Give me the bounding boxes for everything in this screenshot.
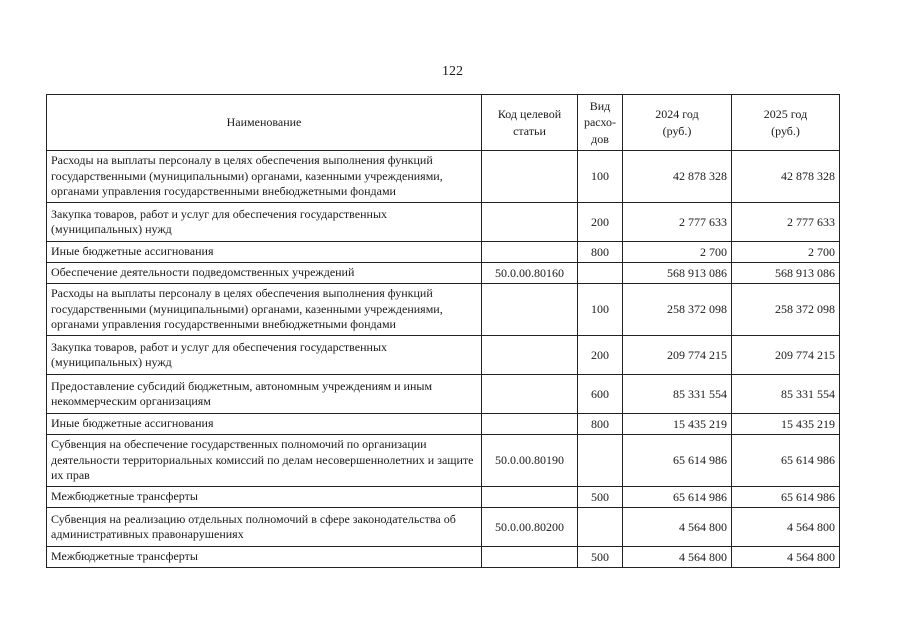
row-2024: 65 614 986 [623, 487, 732, 508]
row-2025: 2 700 [732, 242, 840, 263]
row-type: 800 [578, 414, 623, 435]
row-name: Закупка товаров, работ и услуг для обеспечения государственных (муниципальных) нужд [47, 336, 482, 375]
row-code [482, 242, 578, 263]
table-row [47, 375, 840, 414]
header-type: Вид расхо- дов [578, 95, 623, 151]
row-name: Межбюджетные трансферты [47, 547, 482, 568]
row-2024: 85 331 554 [623, 375, 732, 414]
row-code [482, 336, 578, 375]
row-code [482, 375, 578, 414]
row-name: Межбюджетные трансферты [47, 487, 482, 508]
row-code: 50.0.00.80200 [482, 508, 578, 547]
row-name: Предоставление субсидий бюджетным, автономным учреждениям и иным некоммерческим организациям [47, 375, 482, 414]
row-type: 100 [578, 151, 623, 203]
row-type: 100 [578, 284, 623, 336]
row-type: 500 [578, 487, 623, 508]
row-2024: 42 878 328 [623, 151, 732, 203]
row-name: Обеспечение деятельности подведомственных учреждений [47, 263, 482, 284]
row-name: Субвенция на реализацию отдельных полномочий в сфере законодательства об административных правонарушениях [47, 508, 482, 547]
row-type: 200 [578, 336, 623, 375]
row-code: 50.0.00.80190 [482, 435, 578, 487]
row-2025: 85 331 554 [732, 375, 840, 414]
row-2024: 2 777 633 [623, 203, 732, 242]
row-2025: 258 372 098 [732, 284, 840, 336]
row-name: Расходы на выплаты персоналу в целях обеспечения выполнения функций государственными (муниципальными) органами, казенными учреждениями, органами управления государственными внебюджетными фондами [47, 151, 482, 203]
table-row [47, 284, 840, 336]
row-type: 600 [578, 375, 623, 414]
row-type [578, 508, 623, 547]
row-name: Иные бюджетные ассигнования [47, 242, 482, 263]
row-2024: 258 372 098 [623, 284, 732, 336]
row-code [482, 487, 578, 508]
row-2024: 65 614 986 [623, 435, 732, 487]
header-2024: 2024 год (руб.) [623, 95, 732, 151]
row-2024: 2 700 [623, 242, 732, 263]
row-name: Субвенция на обеспечение государственных полномочий по организации деятельности территориальных комиссий по делам несовершеннолетних и защите их прав [47, 435, 482, 487]
table-row [47, 203, 840, 242]
row-code [482, 203, 578, 242]
table-header-row [47, 95, 840, 151]
row-code [482, 414, 578, 435]
row-name: Закупка товаров, работ и услуг для обеспечения государственных (муниципальных) нужд [47, 203, 482, 242]
row-type: 200 [578, 203, 623, 242]
table-row [47, 263, 840, 284]
row-code: 50.0.00.80160 [482, 263, 578, 284]
row-2025: 4 564 800 [732, 508, 840, 547]
row-2025: 65 614 986 [732, 435, 840, 487]
table-row [47, 414, 840, 435]
row-code [482, 151, 578, 203]
row-type: 500 [578, 547, 623, 568]
page-number: 122 [442, 64, 463, 79]
row-2025: 42 878 328 [732, 151, 840, 203]
table-row [47, 547, 840, 568]
table-row [47, 435, 840, 487]
row-2025: 15 435 219 [732, 414, 840, 435]
row-2024: 4 564 800 [623, 547, 732, 568]
row-2025: 2 777 633 [732, 203, 840, 242]
row-2025: 568 913 086 [732, 263, 840, 284]
row-type [578, 435, 623, 487]
row-type: 800 [578, 242, 623, 263]
row-2025: 209 774 215 [732, 336, 840, 375]
table-row [47, 242, 840, 263]
row-2024: 209 774 215 [623, 336, 732, 375]
row-2025: 65 614 986 [732, 487, 840, 508]
row-code [482, 284, 578, 336]
table-row [47, 336, 840, 375]
row-name: Иные бюджетные ассигнования [47, 414, 482, 435]
row-2025: 4 564 800 [732, 547, 840, 568]
header-name: Наименование [47, 95, 482, 151]
table-row [47, 508, 840, 547]
budget-table [46, 94, 840, 568]
table-row [47, 151, 840, 203]
row-2024: 4 564 800 [623, 508, 732, 547]
row-type [578, 263, 623, 284]
row-2024: 15 435 219 [623, 414, 732, 435]
row-code [482, 547, 578, 568]
header-2025: 2025 год (руб.) [732, 95, 840, 151]
table-row [47, 487, 840, 508]
row-name: Расходы на выплаты персоналу в целях обеспечения выполнения функций государственными (муниципальными) органами, казенными учреждениями, органами управления государственными внебюджетными фондами [47, 284, 482, 336]
row-2024: 568 913 086 [623, 263, 732, 284]
header-code: Код целевой статьи [482, 95, 578, 151]
